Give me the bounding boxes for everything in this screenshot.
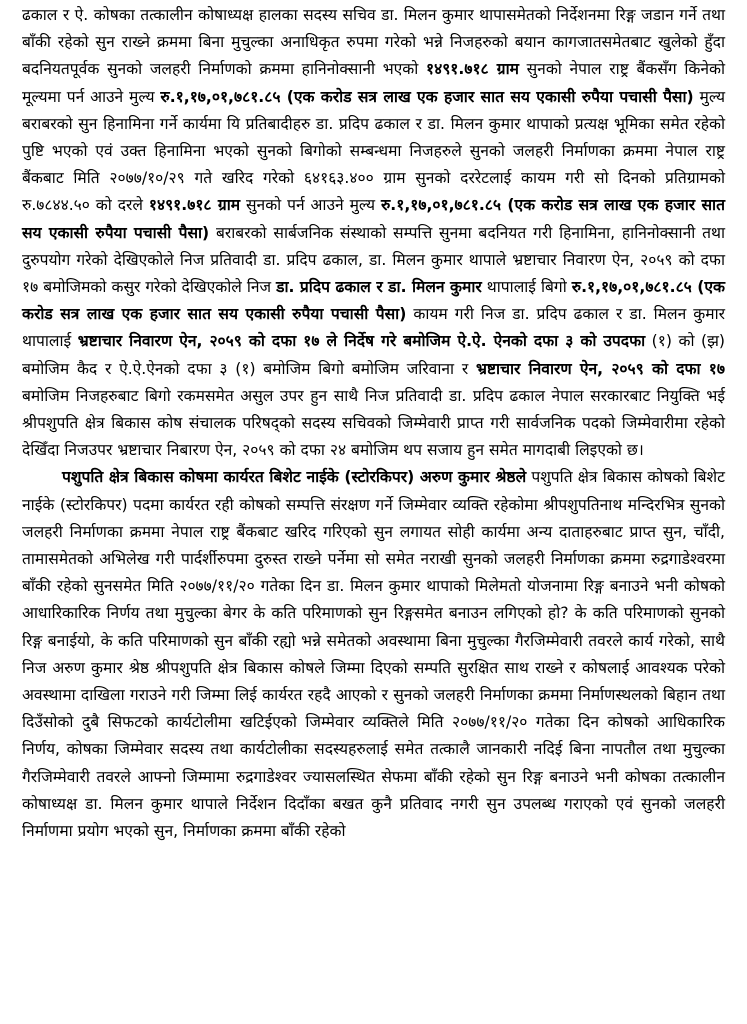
text-run: कायम गरी निज डा. प्रदिप ढकाल र डा. मिलन कुमार थापालाई — [22, 305, 725, 351]
text-run: बराबरको सार्बजनिक संस्थाको सम्पत्ति सुनमा बदनियत गरी हिनामिना, हानिनोक्सानी तथा दुरुपयोग गरेको देखिएकोले निज प्रतिवादी डा. प्रदिप ढकाल, डा. मिलन कुमार थापाले भ्रष्टाचार निवारण ऐन, २०५९ को दफा १७ बमोजिमको कसुर गरेको देखिएकोले निज — [22, 223, 725, 297]
paragraph-2 — [22, 464, 725, 845]
text-run: बमोजिम निजहरुबाट बिगो रकमसमेत असुल उपर हुन साथै निज प्रतिवादी डा. प्रदिप ढकाल नेपाल सरकारबाट नियुक्ति भई श्रीपशुपति क्षेत्र बिकास कोष संचालक परिषद्को सदस्य सचिवको जिम्मेवारी प्राप्त गरी सार्वजनिक पदको जिम्मेवारीमा रहेको देखिँदा निजउपर भ्रष्टाचार निबारण ऐन, २०५९ को दफा २४ बमोजिम थप सजाय हुन समेत मागदाबी लिइएको छ। — [22, 386, 725, 460]
bold-run: पशुपति क्षेत्र बिकास कोषमा कार्यरत बिशेट नाईके (स्टोरकिपर) अरुण कुमार श्रेष्ठले — [62, 468, 527, 487]
text-run: पशुपति क्षेत्र बिकास कोषको बिशेट नाईके (स्टोरकिपर) पदमा कार्यरत रही कोषको सम्पत्ति संरक्षण गर्ने जिम्मेवार व्यक्ति रहेकोमा श्रीपशुपतिनाथ मन्दिरभित्र सुनको जलहरी निर्माणका क्रममा नेपाल राष्ट्र बैंकबाट खरिद गरिएको सुन लगायत सोही कार्यमा अन्य दाताहरुबाट प्राप्त सुन, चाँदी, तामासमेतको अभिलेख गरी पार्दर्शीरुपमा दुरुस्त राख्ने पर्नेमा सो समेत नराखी सुनको जलहरी निर्माणका क्रममा रुद्रगाडेश्वरमा बाँकी रहेको सुनसमेत मिति २०७७/११/२० गतेका दिन डा. मिलन कुमार थापाको मिलेमतो योजनामा रिङ्ग बनाउने भनी कोषको आधारिकारिक निर्णय तथा मुचुल्का बेगर के कति परिमाणको सुन रिङ्गसमेत बनाउन लगिएको हो? के कति परिमाणको सुनको रिङ्ग बनाईयो, के कति परिमाणको सुन बाँकी रह्यो भन्ने समेतको अवस्थामा बिना मुचुल्का गैरजिम्मेवारी तवरले कार्य गरेको, साथै निज अरुण कुमार श्रेष्ठ श्रीपशुपति क्षेत्र बिकास कोषले जिम्मा दिएको सम्पति सुरक्षित साथ राख्ने र कोषलाई आवश्यक परेको अवस्थामा दाखिला गराउने गरी जिम्मा लिई कार्यरत रहदै आएको र सुनको जलहरी निर्माणका क्रममा निर्माणस्थलको बिहान तथा दिउँसोको दुबै सिफटको कार्यटोलीमा खटिईएको जिम्मेवार व्यक्तिले मिति २०७७/११/२० गतेका दिन कोषको आधिकारिक निर्णय, कोषका जिम्मेवार सदस्य तथा कार्यटोलीका सदस्यहरुलाई समेत तत्कालै जानकारी नदिई बिना नापतौल तथा मुचुल्का गैरजिम्मेवारी तवरले आफ्नो जिम्मामा रुद्रगाडेश्वर ज्यासलस्थित सेफमा बाँकी रहेको सुन रिङ्ग बनाउने भनी कोषका तत्कालीन कोषाध्यक्ष डा. मिलन कुमार थापाले निर्देशन दिदाँका बखत कुनै प्रतिवाद नगरी सुन उपलब्ध गराएको एवं सुनको जलहरी निर्माणमा प्रयोग भएको सुन, निर्माणका क्रममा बाँकी रहेको — [22, 468, 725, 841]
bold-run: १४९१.७१८ ग्राम — [148, 196, 241, 215]
bold-run: डा. प्रदिप ढकाल र डा. मिलन कुमार — [276, 278, 482, 297]
text-run: (१) को (झ) बमोजिम कैद र ऐ.ऐ.ऐनको दफा ३ (१) बमोजिम बिगो बमोजिम जरिवाना र — [22, 332, 726, 378]
bold-run: रु.१,१७,०१,७८१.८५ (एक करोड सत्र लाख एक हजार सात सय एकासी रुपैया पचासी पैसा) — [22, 278, 725, 324]
text-run: ढकाल र ऐ. कोषका तत्कालीन कोषाध्यक्ष हालका सदस्य सचिव डा. मिलन कुमार थापासमेतको निर्देशनमा रिङ्ग जडान गर्ने तथा बाँकी रहेको सुन राख्ने क्रममा बिना मुचुल्का अनाधिकृत रुपमा गरेको भन्ने निजहरुको बयान कागजातसमेतबाट खुलेको हुँदा बदनियतपूर्वक सुनको जलहरी निर्माणको क्रममा हानिनोक्सानी भएको — [22, 6, 725, 79]
bold-run: रु.१,१७,०१,७८१.८५ (एक करोड सत्र लाख एक हजार सात सय एकासी रुपैया पचासी पैसा) — [22, 196, 725, 242]
bold-run: १४९१.७१८ ग्राम — [425, 60, 519, 79]
text-run: सुनको नेपाल राष्ट्र बैंकसँग किनेको मूल्यमा पर्न आउने मुल्य — [22, 60, 726, 106]
bold-run: भ्रष्टाचार निवारण ऐन, २०५९ को दफा १७ — [475, 359, 725, 378]
bold-run: भ्रष्टाचार निवारण ऐन, २०५९ को दफा १७ ले निर्देष गरे बमोजिम ऐ.ऐ. ऐनको दफा ३ को उपदफा — [77, 332, 646, 351]
bold-run: रु.१,१७,०१,७८१.८५ (एक करोड सत्र लाख एक हजार सात सय एकासी रुपैया पचासी पैसा) — [160, 87, 694, 106]
text-run: मुल्य बराबरको सुन हिनामिना गर्ने कार्यमा यि प्रतिबादीहरु डा. प्रदिप ढकाल र डा. मिलन कुमार थापाको प्रत्यक्ष भूमिका समेत रहेको पुष्टि भएको एवं उक्त हिनामिना भएको सुनको बिगोको सम्बन्धमा निजहरुले सुनको जलहरी निर्माणका क्रममा नेपाल राष्ट्र बैंकबाट मिति २०७७/१०/२९ गते खरिद गरेको ६४१६३.४०० ग्राम सुनको दररेटलाई कायम गरी सो दिनको प्रतिग्रामको रु.७८४४.५० को दरले — [22, 87, 725, 215]
paragraph-1 — [22, 2, 725, 464]
text-run: थापालाई बिगो — [481, 278, 572, 297]
text-run: सुनको पर्न आउने मुल्य — [240, 196, 381, 215]
